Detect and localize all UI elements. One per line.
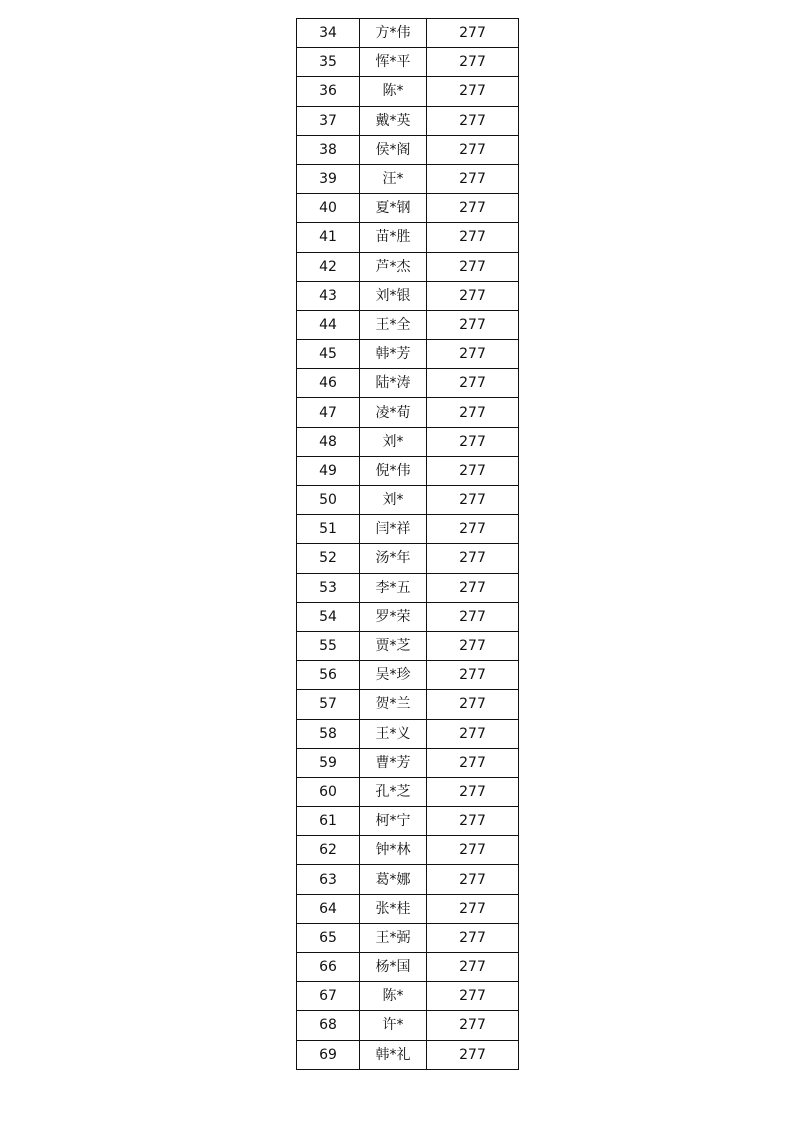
score-cell: 277 <box>427 310 519 339</box>
table-row <box>297 369 519 398</box>
score-cell: 277 <box>427 1011 519 1040</box>
score-cell: 277 <box>427 690 519 719</box>
table-row <box>297 631 519 660</box>
table-row <box>297 486 519 515</box>
score-cell: 277 <box>427 369 519 398</box>
name-cell: 钟*林 <box>360 836 427 865</box>
name-cell: 恽*平 <box>360 48 427 77</box>
score-cell: 277 <box>427 456 519 485</box>
score-cell: 277 <box>427 865 519 894</box>
table-row <box>297 194 519 223</box>
score-cell: 277 <box>427 252 519 281</box>
table-row <box>297 690 519 719</box>
table-row <box>297 748 519 777</box>
score-cell: 277 <box>427 602 519 631</box>
row-number-cell: 44 <box>297 310 360 339</box>
row-number-cell: 37 <box>297 106 360 135</box>
score-cell: 277 <box>427 661 519 690</box>
score-cell: 277 <box>427 48 519 77</box>
row-number-cell: 69 <box>297 1040 360 1069</box>
row-number-cell: 68 <box>297 1011 360 1040</box>
table-row <box>297 19 519 48</box>
row-number-cell: 66 <box>297 953 360 982</box>
table-row <box>297 953 519 982</box>
table-row <box>297 515 519 544</box>
row-number-cell: 58 <box>297 719 360 748</box>
name-cell: 王*弼 <box>360 923 427 952</box>
score-cell: 277 <box>427 19 519 48</box>
row-number-cell: 40 <box>297 194 360 223</box>
name-cell: 张*桂 <box>360 894 427 923</box>
score-cell: 277 <box>427 573 519 602</box>
table-row <box>297 573 519 602</box>
score-table <box>296 18 519 1070</box>
score-cell: 277 <box>427 427 519 456</box>
table-row <box>297 1040 519 1069</box>
row-number-cell: 63 <box>297 865 360 894</box>
row-number-cell: 67 <box>297 982 360 1011</box>
table-row <box>297 427 519 456</box>
row-number-cell: 50 <box>297 486 360 515</box>
table-row <box>297 310 519 339</box>
table-row <box>297 807 519 836</box>
name-cell: 芦*杰 <box>360 252 427 281</box>
name-cell: 汤*年 <box>360 544 427 573</box>
row-number-cell: 43 <box>297 281 360 310</box>
row-number-cell: 45 <box>297 340 360 369</box>
table-row <box>297 456 519 485</box>
name-cell: 刘*银 <box>360 281 427 310</box>
table-row <box>297 164 519 193</box>
name-cell: 陆*涛 <box>360 369 427 398</box>
score-cell: 277 <box>427 748 519 777</box>
row-number-cell: 38 <box>297 135 360 164</box>
score-cell: 277 <box>427 777 519 806</box>
row-number-cell: 53 <box>297 573 360 602</box>
name-cell: 杨*国 <box>360 953 427 982</box>
score-cell: 277 <box>427 836 519 865</box>
name-cell: 韩*芳 <box>360 340 427 369</box>
row-number-cell: 34 <box>297 19 360 48</box>
table-row <box>297 223 519 252</box>
row-number-cell: 49 <box>297 456 360 485</box>
name-cell: 刘* <box>360 427 427 456</box>
name-cell: 戴*英 <box>360 106 427 135</box>
table-row <box>297 982 519 1011</box>
score-cell: 277 <box>427 894 519 923</box>
name-cell: 孔*芝 <box>360 777 427 806</box>
table-row <box>297 777 519 806</box>
name-cell: 王*义 <box>360 719 427 748</box>
name-cell: 陈* <box>360 77 427 106</box>
name-cell: 李*五 <box>360 573 427 602</box>
table-row <box>297 602 519 631</box>
table-row <box>297 1011 519 1040</box>
name-cell: 王*全 <box>360 310 427 339</box>
score-cell: 277 <box>427 923 519 952</box>
row-number-cell: 52 <box>297 544 360 573</box>
score-cell: 277 <box>427 340 519 369</box>
score-cell: 277 <box>427 515 519 544</box>
row-number-cell: 55 <box>297 631 360 660</box>
table-row <box>297 865 519 894</box>
table-row <box>297 106 519 135</box>
row-number-cell: 57 <box>297 690 360 719</box>
row-number-cell: 61 <box>297 807 360 836</box>
score-cell: 277 <box>427 135 519 164</box>
score-cell: 277 <box>427 953 519 982</box>
name-cell: 侯*阁 <box>360 135 427 164</box>
name-cell: 苗*胜 <box>360 223 427 252</box>
name-cell: 柯*宁 <box>360 807 427 836</box>
table-row <box>297 281 519 310</box>
table-row <box>297 252 519 281</box>
name-cell: 韩*礼 <box>360 1040 427 1069</box>
table-row <box>297 77 519 106</box>
score-cell: 277 <box>427 544 519 573</box>
name-cell: 倪*伟 <box>360 456 427 485</box>
score-cell: 277 <box>427 807 519 836</box>
table-row <box>297 923 519 952</box>
row-number-cell: 42 <box>297 252 360 281</box>
score-cell: 277 <box>427 77 519 106</box>
name-cell: 葛*娜 <box>360 865 427 894</box>
table-row <box>297 135 519 164</box>
score-cell: 277 <box>427 486 519 515</box>
name-cell: 闫*祥 <box>360 515 427 544</box>
name-cell: 方*伟 <box>360 19 427 48</box>
score-cell: 277 <box>427 398 519 427</box>
score-cell: 277 <box>427 106 519 135</box>
score-cell: 277 <box>427 719 519 748</box>
row-number-cell: 35 <box>297 48 360 77</box>
score-cell: 277 <box>427 631 519 660</box>
row-number-cell: 41 <box>297 223 360 252</box>
row-number-cell: 64 <box>297 894 360 923</box>
row-number-cell: 59 <box>297 748 360 777</box>
row-number-cell: 54 <box>297 602 360 631</box>
row-number-cell: 36 <box>297 77 360 106</box>
row-number-cell: 39 <box>297 164 360 193</box>
table-row <box>297 719 519 748</box>
name-cell: 罗*荣 <box>360 602 427 631</box>
table-row <box>297 661 519 690</box>
name-cell: 汪* <box>360 164 427 193</box>
table-row <box>297 894 519 923</box>
row-number-cell: 60 <box>297 777 360 806</box>
row-number-cell: 47 <box>297 398 360 427</box>
score-cell: 277 <box>427 1040 519 1069</box>
row-number-cell: 56 <box>297 661 360 690</box>
row-number-cell: 48 <box>297 427 360 456</box>
name-cell: 刘* <box>360 486 427 515</box>
table-row <box>297 340 519 369</box>
table-row <box>297 398 519 427</box>
score-cell: 277 <box>427 223 519 252</box>
name-cell: 曹*芳 <box>360 748 427 777</box>
row-number-cell: 46 <box>297 369 360 398</box>
score-cell: 277 <box>427 281 519 310</box>
name-cell: 陈* <box>360 982 427 1011</box>
score-table-body <box>297 19 519 1070</box>
name-cell: 吴*珍 <box>360 661 427 690</box>
row-number-cell: 62 <box>297 836 360 865</box>
name-cell: 夏*钢 <box>360 194 427 223</box>
name-cell: 贾*芝 <box>360 631 427 660</box>
name-cell: 贺*兰 <box>360 690 427 719</box>
row-number-cell: 51 <box>297 515 360 544</box>
name-cell: 凌*荀 <box>360 398 427 427</box>
table-row <box>297 48 519 77</box>
score-cell: 277 <box>427 194 519 223</box>
row-number-cell: 65 <box>297 923 360 952</box>
table-row <box>297 836 519 865</box>
name-cell: 许* <box>360 1011 427 1040</box>
table-row <box>297 544 519 573</box>
score-cell: 277 <box>427 982 519 1011</box>
score-cell: 277 <box>427 164 519 193</box>
